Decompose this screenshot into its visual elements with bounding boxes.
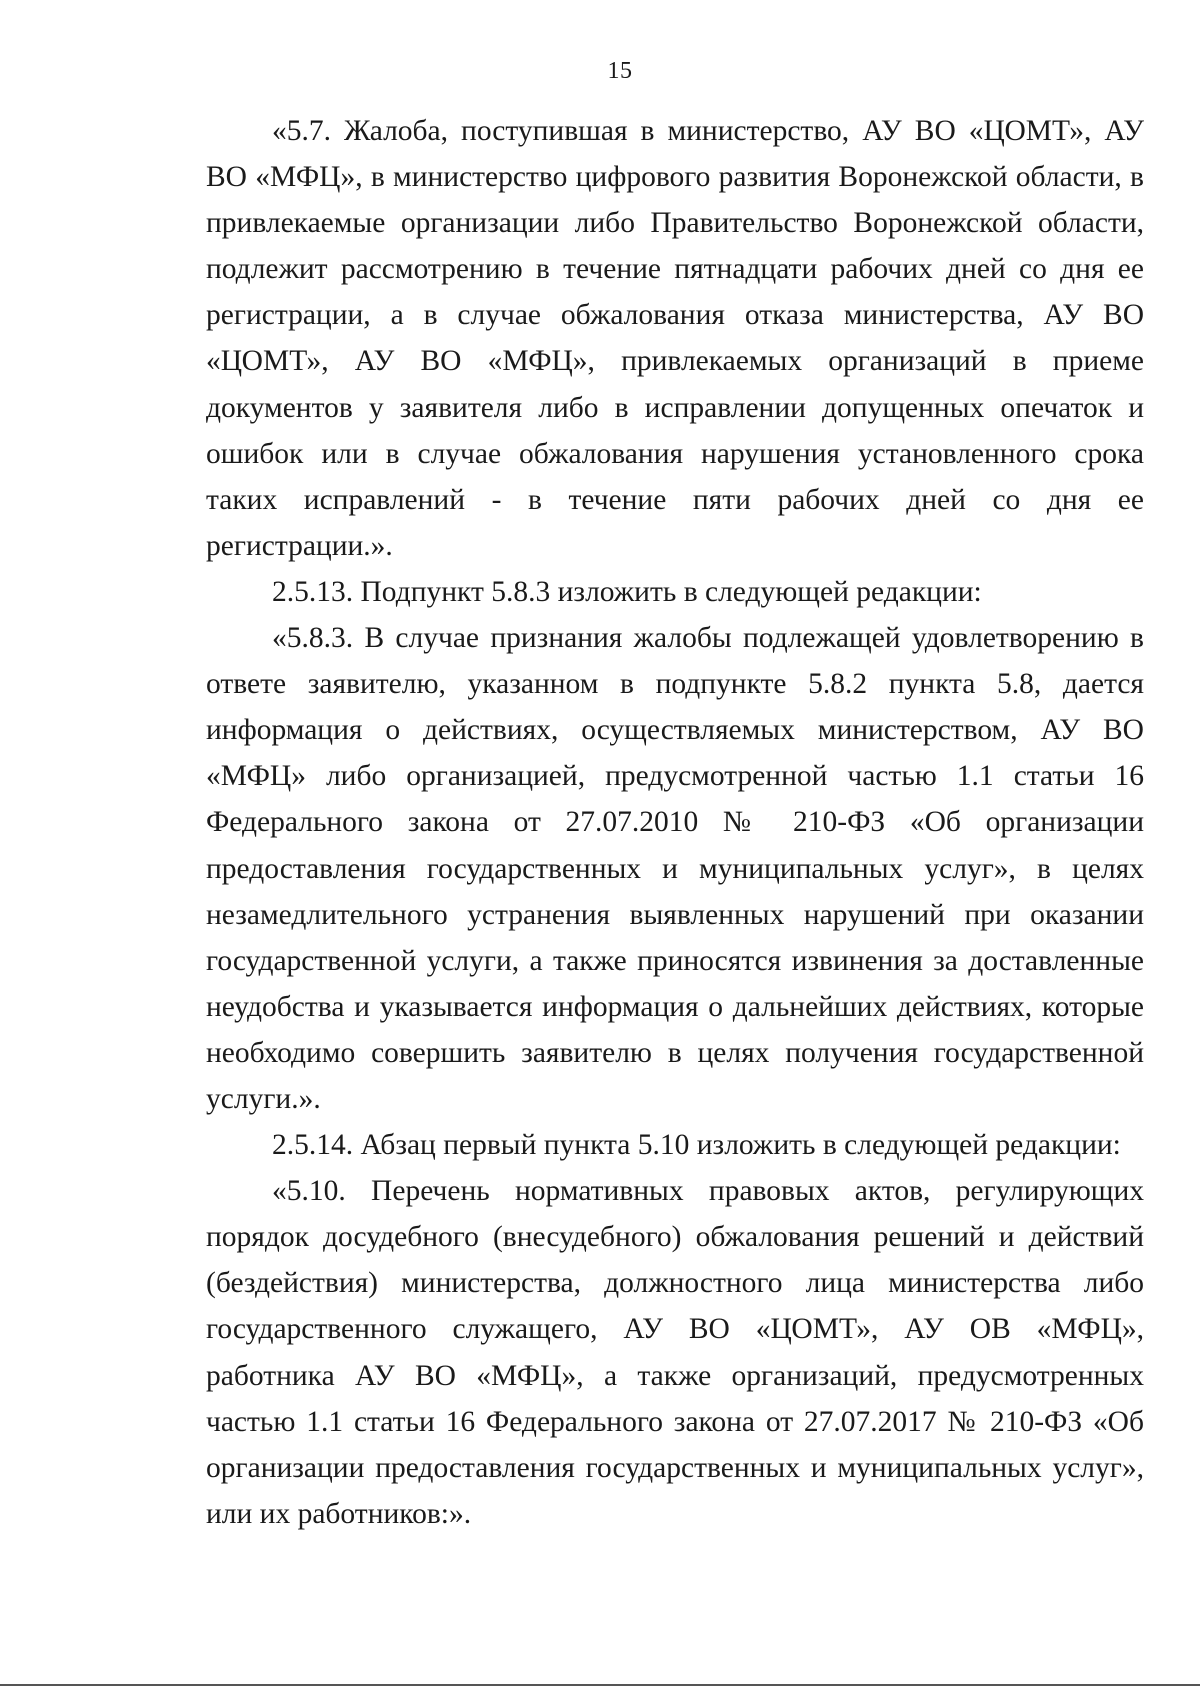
page-number: 15 bbox=[607, 58, 633, 84]
paragraph-5-7-complaint-term: «5.7. Жалоба, поступившая в министерство, АУ ВО «ЦОМТ», АУ ВО «МФЦ», в министерство цифрового развития Воронежской области, в привлекаемые организации либо Правительство Воронежской области, подлежит рассмотрению в течение пятнадцати рабочих дней со дня ее регистрации, а в случае обжалования отказа министерства, АУ ВО «ЦОМТ», АУ ВО «МФЦ», привлекаемых организаций в приеме документов у заявителя либо в исправлении допущенных опечаток и ошибок или в случае обжалования нарушения установленного срока таких исправлений - в течение пяти рабочих дней со дня ее регистрации.». bbox=[206, 115, 1144, 562]
paragraph-2-5-14-heading: 2.5.14. Абзац первый пункта 5.10 изложить в следующей редакции: bbox=[272, 1129, 1121, 1162]
bottom-scan-rule bbox=[0, 1684, 1200, 1686]
paragraph-5-8-3-complaint-response: «5.8.3. В случае признания жалобы подлежащей удовлетворению в ответе заявителю, указанном в подпункте 5.8.2 пункта 5.8, дается информация о действиях, осуществляемых министерством, АУ ВО «МФЦ» либо организацией, предусмотренной частью 1.1 статьи 16 Федерального закона от 27.07.2010 № 210-ФЗ «Об организации предоставления государственных и муниципальных услуг», в целях незамедлительного устранения выявленных нарушений при оказании государственной услуги, а также приносятся извинения за доставленные неудобства и указывается информация о дальнейших действиях, которые необходимо совершить заявителю в целях получения государственной услуги.». bbox=[206, 622, 1144, 1115]
paragraph-5-10-legal-acts: «5.10. Перечень нормативных правовых актов, регулирующих порядок досудебного (внесудебного) обжалования решений и действий (бездействия) министерства, должностного лица министерства либо государственного служащего, АУ ВО «ЦОМТ», АУ ОВ «МФЦ», работника АУ ВО «МФЦ», а также организаций, предусмотренных частью 1.1 статьи 16 Федерального закона от 27.07.2017 № 210-ФЗ «Об организации предоставления государственных и муниципальных услуг», или их работников:». bbox=[206, 1175, 1144, 1530]
document-body bbox=[206, 108, 1144, 1537]
paragraph-2-5-13-heading: 2.5.13. Подпункт 5.8.3 изложить в следующей редакции: bbox=[272, 575, 982, 608]
